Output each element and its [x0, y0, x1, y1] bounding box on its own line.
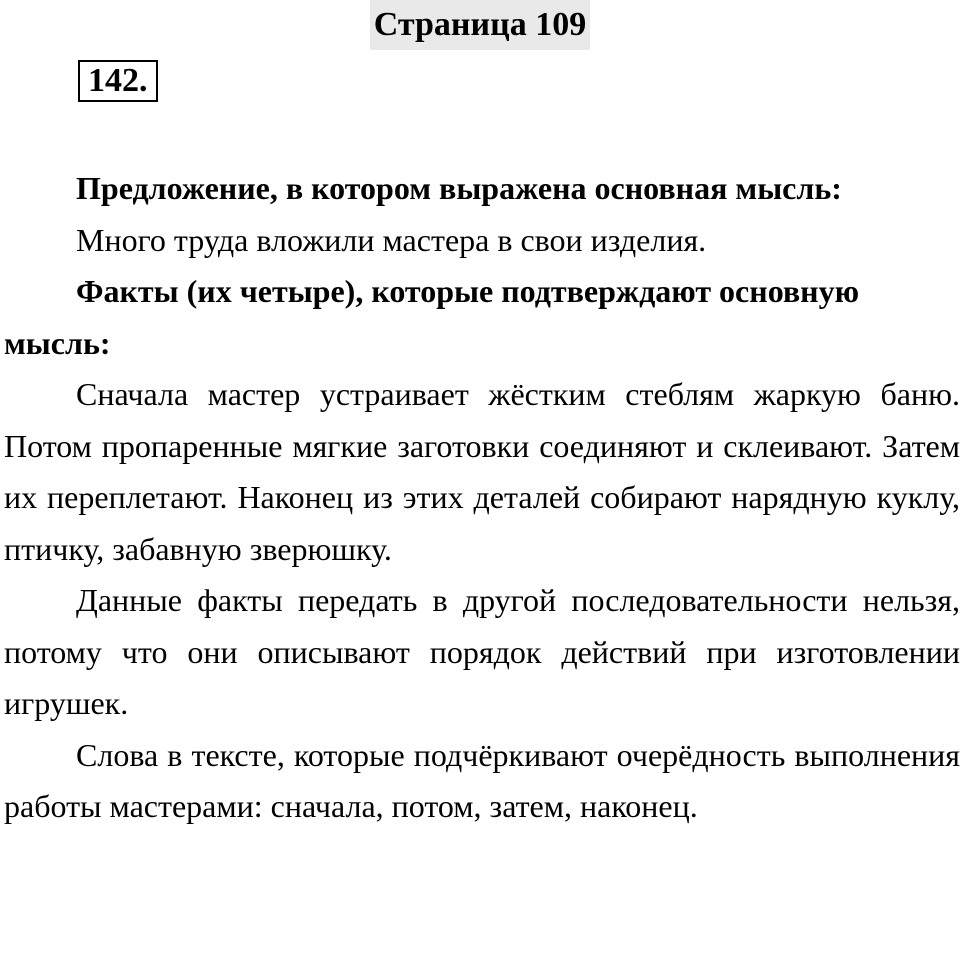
answer-text — [4, 163, 960, 833]
task-number — [78, 60, 158, 102]
task-number-box — [78, 60, 158, 102]
task-number-suffix: . — [139, 62, 148, 99]
main-idea-sentence: Много труда вложили мастера в свои изделия. — [76, 221, 707, 258]
page-header — [0, 0, 960, 50]
sequence-words-paragraph: Слова в тексте, которые подчёркивают очерёдность выполнения работы мастерами: сначала, потом, затем, наконец. — [4, 736, 960, 824]
order-explanation-paragraph: Данные факты передать в другой последовательности нельзя, потому что они описывают порядок действий при изготовлении игрушек. — [4, 582, 960, 721]
heading-main-idea: Предложение, в котором выражена основная мысль: — [76, 170, 842, 206]
facts-paragraph: Сначала мастер устраивает жёстким стеблям жаркую баню. Потом пропаренные мягкие заготовки соединяют и склеивают. Затем их переплетают. Наконец из этих деталей собирают нарядную куклу, птичку, забавную зверюшку. — [4, 376, 960, 567]
page-title: Страница 109 — [370, 0, 590, 50]
task-number-value: 142 — [88, 62, 139, 99]
heading-facts: Факты (их четыре), которые подтверждают основную мысль: — [4, 273, 860, 361]
